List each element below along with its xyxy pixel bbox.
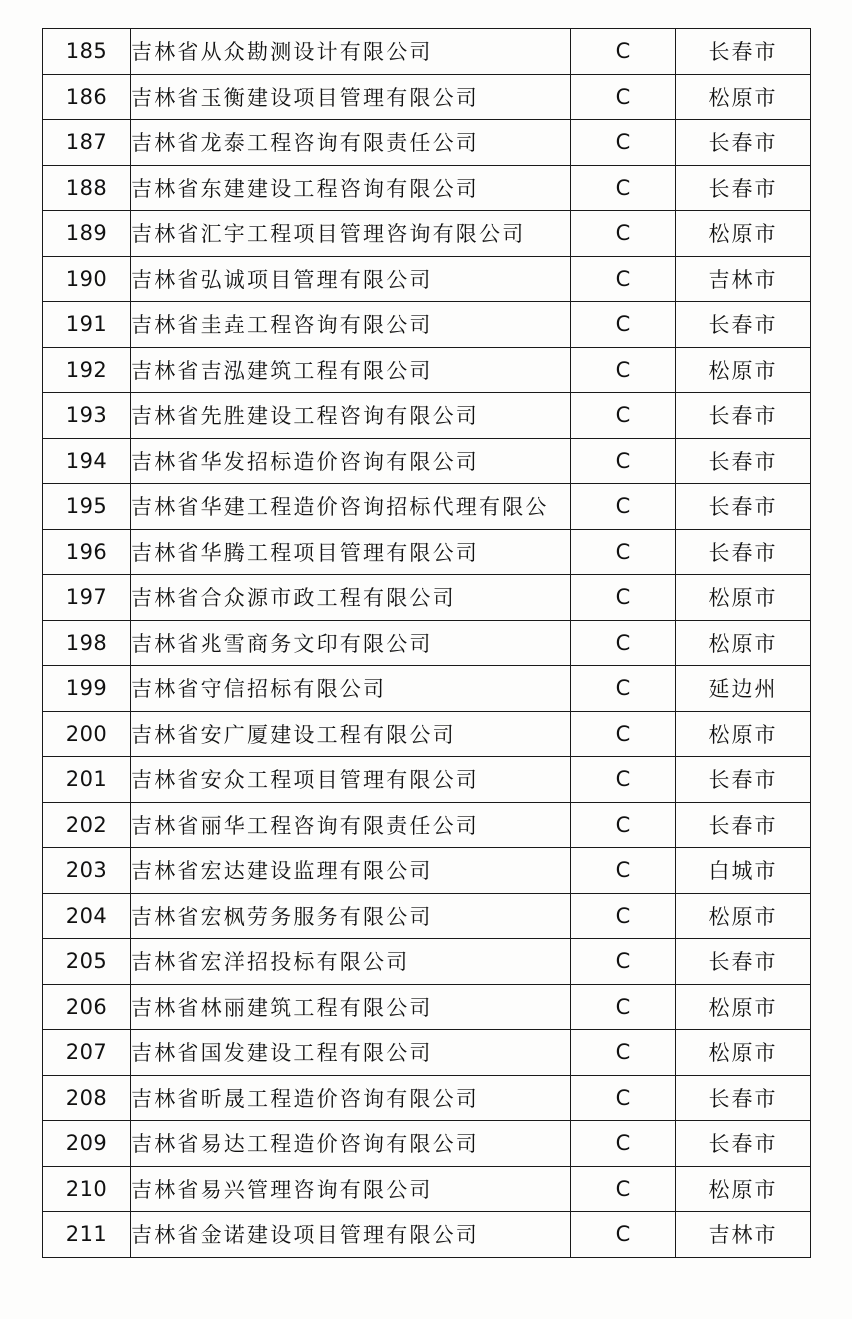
credit-grade: C <box>571 984 676 1030</box>
city-name: 长春市 <box>676 1121 811 1167</box>
table-row <box>43 484 811 530</box>
credit-grade: C <box>571 893 676 939</box>
company-name: 吉林省安众工程项目管理有限公司 <box>131 757 571 803</box>
company-name: 吉林省玉衡建设项目管理有限公司 <box>131 74 571 120</box>
row-number: 203 <box>43 848 131 894</box>
company-name: 吉林省宏达建设监理有限公司 <box>131 848 571 894</box>
table-row <box>43 666 811 712</box>
credit-grade: C <box>571 438 676 484</box>
table-row <box>43 302 811 348</box>
table-row <box>43 438 811 484</box>
company-name: 吉林省昕晟工程造价咨询有限公司 <box>131 1075 571 1121</box>
credit-grade: C <box>571 165 676 211</box>
table-row <box>43 893 811 939</box>
credit-grade: C <box>571 529 676 575</box>
city-name: 松原市 <box>676 711 811 757</box>
table-body <box>43 29 811 1258</box>
table-row <box>43 1166 811 1212</box>
company-name: 吉林省华腾工程项目管理有限公司 <box>131 529 571 575</box>
company-name: 吉林省龙泰工程咨询有限责任公司 <box>131 120 571 166</box>
credit-grade: C <box>571 120 676 166</box>
table-row <box>43 939 811 985</box>
city-name: 松原市 <box>676 74 811 120</box>
row-number: 210 <box>43 1166 131 1212</box>
company-name: 吉林省宏枫劳务服务有限公司 <box>131 893 571 939</box>
company-table <box>42 28 811 1258</box>
city-name: 长春市 <box>676 302 811 348</box>
row-number: 201 <box>43 757 131 803</box>
credit-grade: C <box>571 393 676 439</box>
table-row <box>43 529 811 575</box>
table-row <box>43 29 811 75</box>
row-number: 185 <box>43 29 131 75</box>
row-number: 192 <box>43 347 131 393</box>
city-name: 松原市 <box>676 984 811 1030</box>
row-number: 206 <box>43 984 131 1030</box>
credit-grade: C <box>571 347 676 393</box>
row-number: 194 <box>43 438 131 484</box>
credit-grade: C <box>571 29 676 75</box>
row-number: 193 <box>43 393 131 439</box>
credit-grade: C <box>571 802 676 848</box>
table-row <box>43 757 811 803</box>
company-name: 吉林省宏洋招投标有限公司 <box>131 939 571 985</box>
table-row <box>43 165 811 211</box>
table-row <box>43 393 811 439</box>
credit-grade: C <box>571 74 676 120</box>
credit-grade: C <box>571 484 676 530</box>
row-number: 207 <box>43 1030 131 1076</box>
company-name: 吉林省圭垚工程咨询有限公司 <box>131 302 571 348</box>
row-number: 211 <box>43 1212 131 1258</box>
table-row <box>43 1121 811 1167</box>
credit-grade: C <box>571 1030 676 1076</box>
company-name: 吉林省弘诚项目管理有限公司 <box>131 256 571 302</box>
table-row <box>43 347 811 393</box>
city-name: 松原市 <box>676 575 811 621</box>
credit-grade: C <box>571 1121 676 1167</box>
credit-grade: C <box>571 1212 676 1258</box>
row-number: 196 <box>43 529 131 575</box>
row-number: 204 <box>43 893 131 939</box>
city-name: 长春市 <box>676 120 811 166</box>
credit-grade: C <box>571 1166 676 1212</box>
company-name: 吉林省守信招标有限公司 <box>131 666 571 712</box>
credit-grade: C <box>571 211 676 257</box>
company-name: 吉林省易达工程造价咨询有限公司 <box>131 1121 571 1167</box>
company-name: 吉林省吉泓建筑工程有限公司 <box>131 347 571 393</box>
city-name: 吉林市 <box>676 1212 811 1258</box>
credit-grade: C <box>571 256 676 302</box>
row-number: 200 <box>43 711 131 757</box>
row-number: 190 <box>43 256 131 302</box>
city-name: 松原市 <box>676 1030 811 1076</box>
city-name: 延边州 <box>676 666 811 712</box>
company-name: 吉林省华建工程造价咨询招标代理有限公 <box>131 484 571 530</box>
city-name: 长春市 <box>676 529 811 575</box>
row-number: 205 <box>43 939 131 985</box>
credit-grade: C <box>571 757 676 803</box>
table-row <box>43 211 811 257</box>
credit-grade: C <box>571 848 676 894</box>
credit-grade: C <box>571 575 676 621</box>
table-row <box>43 984 811 1030</box>
company-name: 吉林省安广厦建设工程有限公司 <box>131 711 571 757</box>
city-name: 松原市 <box>676 620 811 666</box>
table-row <box>43 256 811 302</box>
table-row <box>43 711 811 757</box>
city-name: 松原市 <box>676 347 811 393</box>
company-name: 吉林省先胜建设工程咨询有限公司 <box>131 393 571 439</box>
city-name: 白城市 <box>676 848 811 894</box>
city-name: 松原市 <box>676 893 811 939</box>
company-name: 吉林省丽华工程咨询有限责任公司 <box>131 802 571 848</box>
credit-grade: C <box>571 302 676 348</box>
table-row <box>43 802 811 848</box>
table-row <box>43 620 811 666</box>
table-row <box>43 1030 811 1076</box>
city-name: 长春市 <box>676 29 811 75</box>
company-name: 吉林省东建建设工程咨询有限公司 <box>131 165 571 211</box>
table-row <box>43 575 811 621</box>
table-row <box>43 1212 811 1258</box>
company-name: 吉林省国发建设工程有限公司 <box>131 1030 571 1076</box>
company-name: 吉林省从众勘测设计有限公司 <box>131 29 571 75</box>
city-name: 松原市 <box>676 211 811 257</box>
city-name: 松原市 <box>676 1166 811 1212</box>
row-number: 209 <box>43 1121 131 1167</box>
row-number: 187 <box>43 120 131 166</box>
city-name: 长春市 <box>676 757 811 803</box>
table-row <box>43 1075 811 1121</box>
city-name: 长春市 <box>676 165 811 211</box>
credit-grade: C <box>571 666 676 712</box>
row-number: 198 <box>43 620 131 666</box>
table-row <box>43 74 811 120</box>
row-number: 191 <box>43 302 131 348</box>
credit-grade: C <box>571 711 676 757</box>
table-row <box>43 120 811 166</box>
city-name: 吉林市 <box>676 256 811 302</box>
row-number: 202 <box>43 802 131 848</box>
city-name: 长春市 <box>676 484 811 530</box>
row-number: 188 <box>43 165 131 211</box>
city-name: 长春市 <box>676 939 811 985</box>
company-name: 吉林省林丽建筑工程有限公司 <box>131 984 571 1030</box>
row-number: 195 <box>43 484 131 530</box>
company-name: 吉林省兆雪商务文印有限公司 <box>131 620 571 666</box>
company-name: 吉林省金诺建设项目管理有限公司 <box>131 1212 571 1258</box>
row-number: 186 <box>43 74 131 120</box>
row-number: 189 <box>43 211 131 257</box>
credit-grade: C <box>571 939 676 985</box>
row-number: 208 <box>43 1075 131 1121</box>
company-name: 吉林省易兴管理咨询有限公司 <box>131 1166 571 1212</box>
company-name: 吉林省汇宇工程项目管理咨询有限公司 <box>131 211 571 257</box>
credit-grade: C <box>571 620 676 666</box>
company-name: 吉林省华发招标造价咨询有限公司 <box>131 438 571 484</box>
city-name: 长春市 <box>676 1075 811 1121</box>
row-number: 197 <box>43 575 131 621</box>
city-name: 长春市 <box>676 802 811 848</box>
row-number: 199 <box>43 666 131 712</box>
city-name: 长春市 <box>676 393 811 439</box>
company-name: 吉林省合众源市政工程有限公司 <box>131 575 571 621</box>
credit-grade: C <box>571 1075 676 1121</box>
table-row <box>43 848 811 894</box>
city-name: 长春市 <box>676 438 811 484</box>
